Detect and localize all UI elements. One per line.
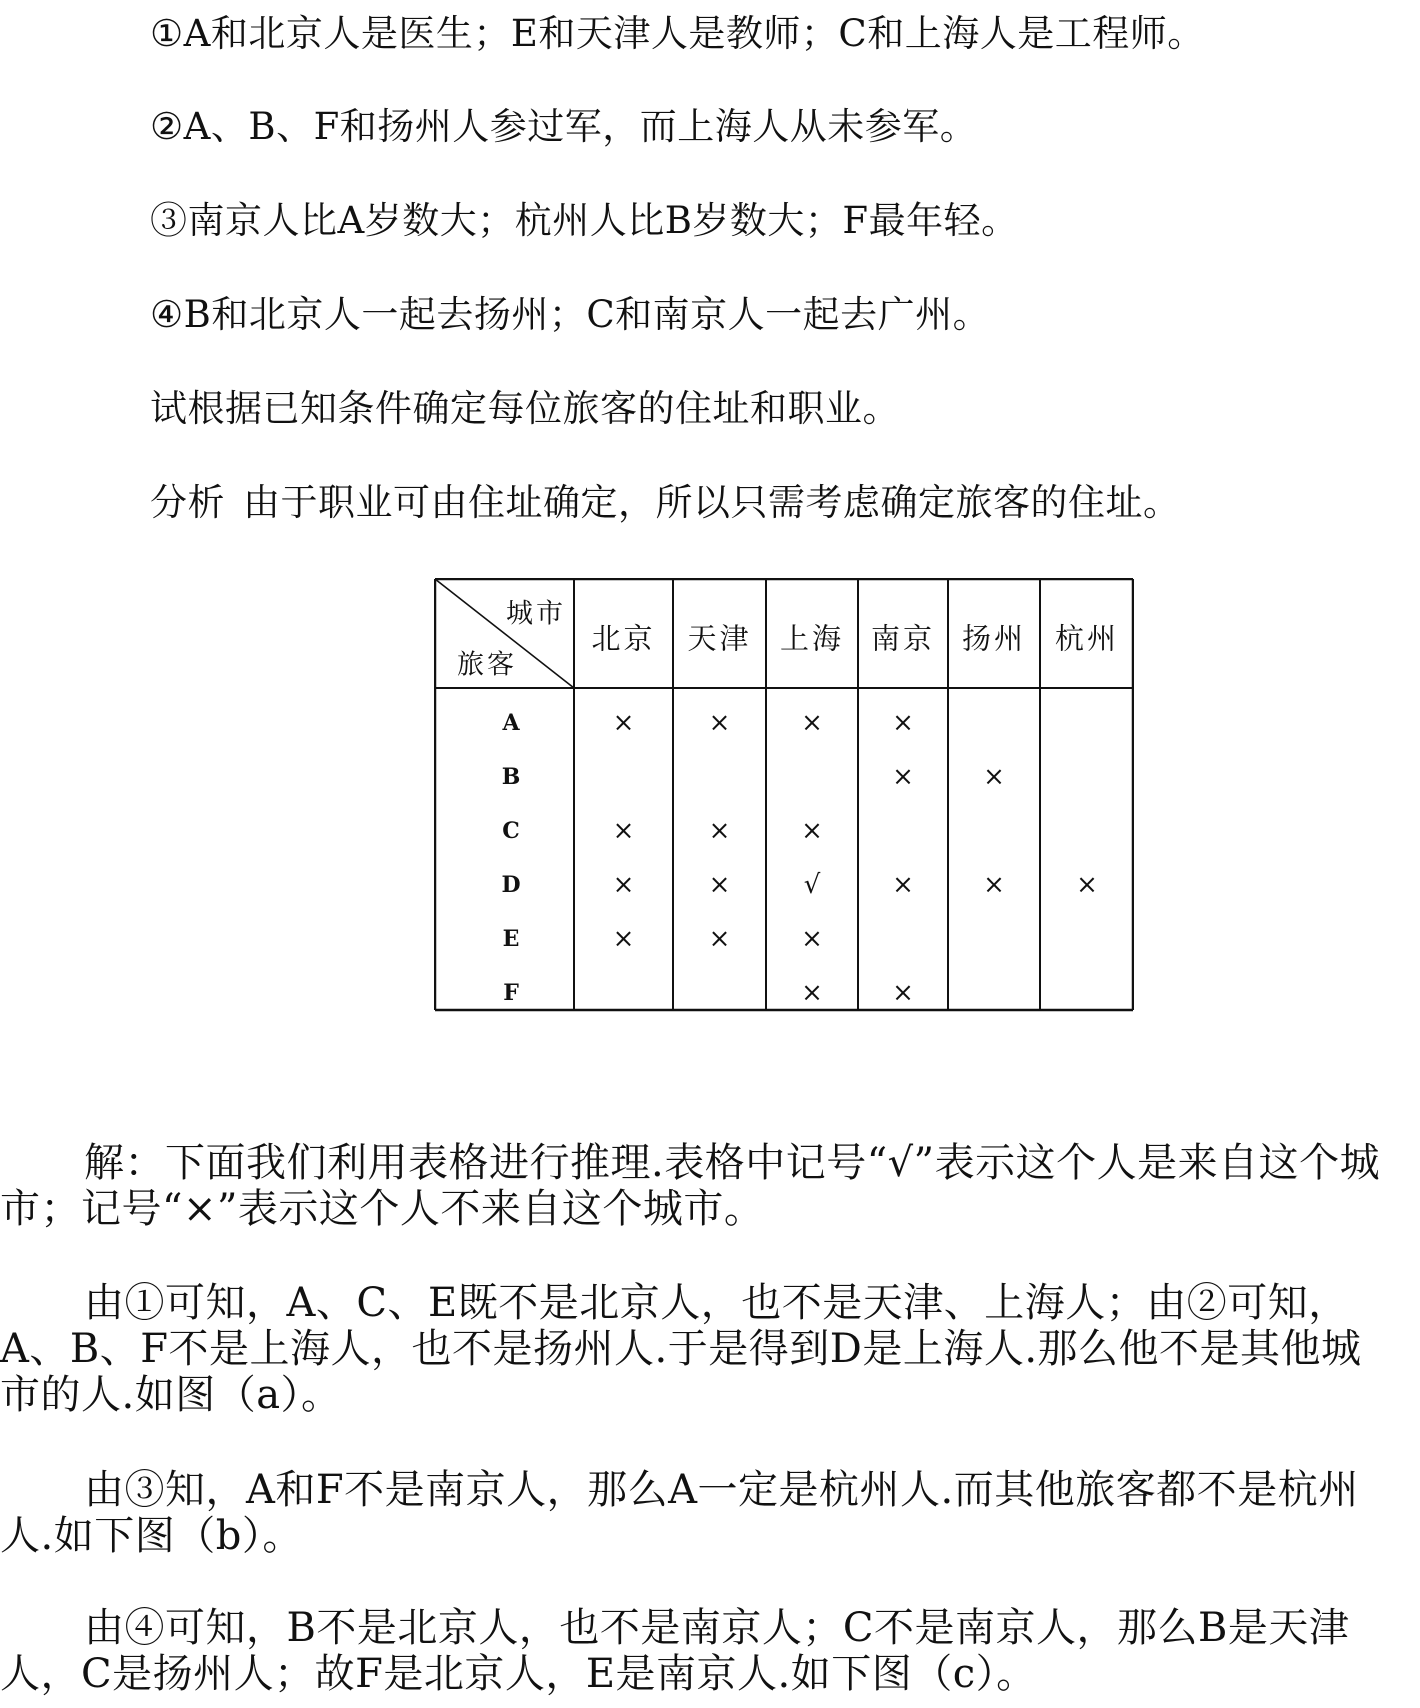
reasoning-table xyxy=(434,578,1134,1012)
table-column-header: 天津 xyxy=(687,621,752,656)
solution-step-3 xyxy=(0,1605,1390,1697)
table-row-label: A xyxy=(502,710,520,736)
cross-mark: × xyxy=(612,708,635,738)
check-mark: √ xyxy=(803,870,821,900)
solution-intro xyxy=(0,1140,1390,1232)
table-corner-traveler-label: 旅客 xyxy=(457,649,517,681)
solution-step-2 xyxy=(0,1467,1390,1559)
cross-mark: × xyxy=(1076,870,1098,900)
analysis-label: 分析 xyxy=(150,481,225,524)
cross-mark: × xyxy=(892,978,914,1008)
task-statement: 试根据已知条件确定每位旅客的住址和职业。 xyxy=(150,387,900,430)
cross-mark: × xyxy=(892,708,914,738)
condition-4: ④B和北京人一起去扬州；C和南京人一起去广州。 xyxy=(150,293,991,336)
cross-mark: × xyxy=(612,816,635,846)
table-row-label: F xyxy=(503,980,519,1006)
cross-mark: × xyxy=(708,870,731,900)
cross-mark: × xyxy=(708,924,731,954)
table-column-header: 杭州 xyxy=(1054,621,1120,656)
solution-step-2-text: 由③知，A和F不是南京人，那么A一定是杭州人.而其他旅客都不是杭州人.如下图（b）。 xyxy=(0,1467,1359,1559)
cross-mark: × xyxy=(801,816,823,846)
cross-mark: × xyxy=(801,978,823,1008)
cross-mark: × xyxy=(983,870,1005,900)
cross-mark: × xyxy=(983,762,1005,792)
cross-mark: × xyxy=(612,870,635,900)
table-row-label: E xyxy=(502,926,520,952)
condition-2: ②A、B、F和扬州人参过军，而上海人从未参军。 xyxy=(150,105,978,148)
table-corner-city-label: 城市 xyxy=(506,598,566,630)
condition-3: ③南京人比A岁数大；杭州人比B岁数大；F最年轻。 xyxy=(150,199,1019,242)
cross-mark: × xyxy=(892,870,914,900)
cross-mark: × xyxy=(612,924,635,954)
cross-mark: × xyxy=(708,816,731,846)
table-column-header: 扬州 xyxy=(961,621,1027,656)
cross-mark: × xyxy=(708,708,731,738)
table-column-header: 上海 xyxy=(779,621,845,656)
analysis-line xyxy=(150,481,1181,525)
solution-step-1-text: 由①可知，A、C、E既不是北京人，也不是天津、上海人；由②可知，A、B、F不是上海人，也不是扬州人.于是得到D是上海人.那么他不是其他城市的人.如图（a）。 xyxy=(0,1280,1362,1418)
analysis-text: 由于职业可由住址确定，所以只需考虑确定旅客的住址。 xyxy=(243,481,1181,524)
solution-intro-text: 解：下面我们利用表格进行推理.表格中记号“√”表示这个人是来自这个城市；记号“×”表示这个人不来自这个城市。 xyxy=(0,1140,1381,1232)
solution-step-1 xyxy=(0,1280,1390,1418)
table-row-label: D xyxy=(501,872,521,898)
table-column-header: 南京 xyxy=(870,621,936,656)
cross-mark: × xyxy=(892,762,914,792)
condition-1: ①A和北京人是医生；E和天津人是教师；C和上海人是工程师。 xyxy=(150,12,1205,55)
cross-mark: × xyxy=(801,924,823,954)
solution-step-3-text: 由④可知，B不是北京人，也不是南京人；C不是南京人，那么B是天津人，C是扬州人；故F是北京人，E是南京人.如下图（c）。 xyxy=(0,1605,1350,1697)
cross-mark: × xyxy=(801,708,823,738)
table-row-label: C xyxy=(502,818,520,844)
table-column-header: 北京 xyxy=(591,621,656,656)
table-row-label: B xyxy=(501,764,521,790)
